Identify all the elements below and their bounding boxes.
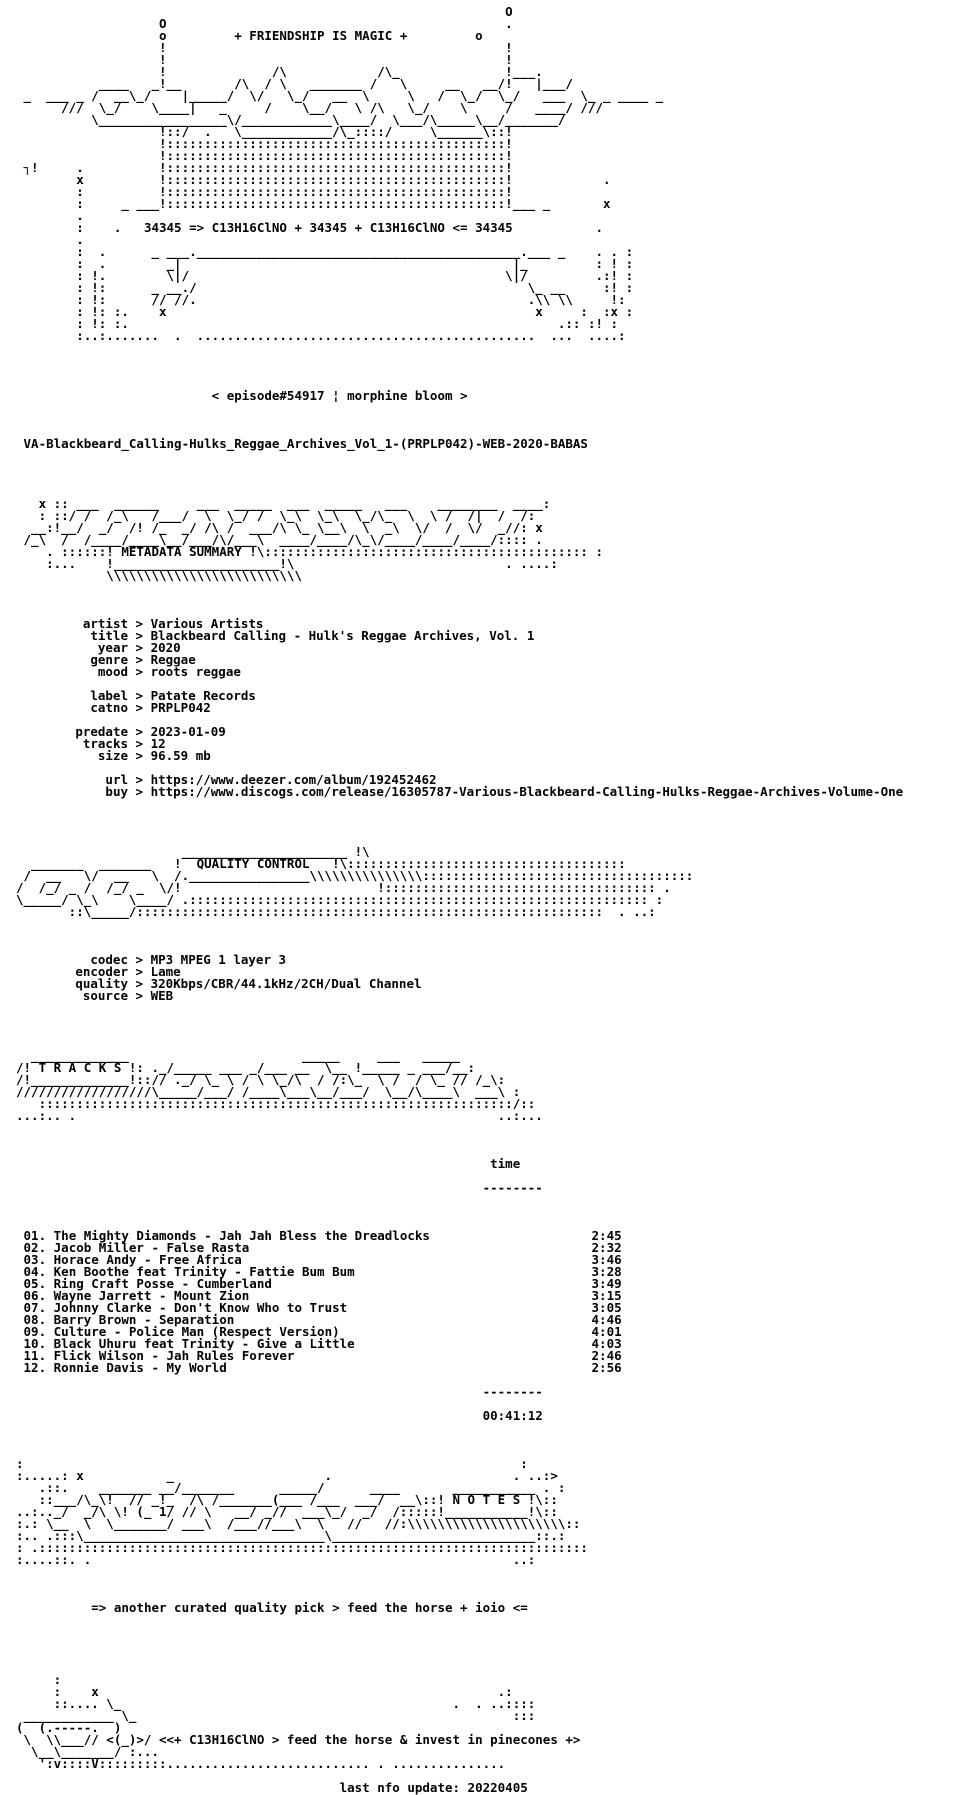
track-list xyxy=(16,1230,903,1374)
footer-text: <<+ C13H16ClNO > feed the horse & invest in pinecones +> xyxy=(159,1732,581,1747)
track-row: 06. Wayne Jarrett - Mount Zion 3:15 xyxy=(23,1288,622,1303)
tracks-title: T R A C K S xyxy=(38,1060,122,1075)
quality-fields xyxy=(16,954,903,1002)
track-row: 11. Flick Wilson - Jah Rules Forever 2:46 xyxy=(23,1348,622,1363)
header-ascii-art: O O . o + FRIENDSHIP IS MAGIC + o ! ! ! ! ! /\ /\_ !___. ____ _!__ /\ / \ _______ / \ __ __/! |___/ _ ___ _ / __\_/ |_____/ \/ \_/ __ \ \ / \_/ \_/ ___ \_ _ ____ _ /// \_/ \____| _ / \__/ \ /\ \_/ \ / ____/ /// \_________________\/____________\____/ \___/\_____\__/_______/ !::/ . \____________/\_::::/ \______\::! !:::::::::::::::::::::::::::::::::::::::::::::! !:::::::::::::::::::::::::::::::::::::::::::::! ┐! . !:::::::::::::::::::::::::::::::::::::::::::::! x !:::::::::::::::::::::::::::::::::::::::::::::! . : !:::::::::::::::::::::::::::::::::::::::::::::! : _ ___!:::::::::::::::::::::::::::::::::::::::::::::!___ _ x . : . 34345 => C13H16ClNO + 34345 + C13H16ClNO <= 34345 . . : . _ ___.___________________________________________.___ _ . . : : . _| |_ : ! : : !. \|/ \|/ .:! : : !: _ __./ \_ __ :! : : !: // //. .\\ \\ !: : !: :. x x : :x : : !: :. .:: :! : :..:....... . ............................................. ... ....: xyxy=(23,4,664,343)
metadata-row-genre: genre > Reggae xyxy=(90,652,196,667)
quality-row-codec: codec > MP3 MPEG 1 layer 3 xyxy=(90,952,287,967)
metadata-row-mood: mood > roots reggae xyxy=(97,664,241,679)
track-row: 02. Jacob Miller - False Rasta 2:32 xyxy=(23,1240,622,1255)
deezer-link[interactable]: https://www.deezer.com/album/192452462 xyxy=(150,772,437,787)
formula-line: 34345 => C13H16ClNO + 34345 + C13H16ClNO <= 34345 xyxy=(143,220,513,235)
notes-banner-art: : : :.....: x _ . . ..:> .::. _______ __/_______ _____/ ____ ___________ . : ::___/\_\! // _!_ /\ /_______(___ /___ ___/ __\::! N O T E S !\:: ..:.._/ _/\ \! (_ 1/ // \ __/ _// ___\_/ _/ /:::::!___________!\:: :.: \__ \ \_______/ ___\ /___//___\ \ // //:\\\\\\\\\\\\\\\\\\\\\:: :.. .:::\________________________________\___________________________::.: : .::::::::::::::::::::::::::::::::::::::::::::::::::::::::::::::::::::::::: :....::. . ..: xyxy=(16,1456,588,1567)
metadata-row-artist: artist > Various Artists xyxy=(82,616,264,631)
notes-text: => another curated quality pick > feed the horse + ioio <= xyxy=(91,1600,528,1615)
track-row: 08. Barry Brown - Separation 4:46 xyxy=(23,1312,622,1327)
quality-row-quality: quality > 320Kbps/CBR/44.1kHz/2CH/Dual Channel xyxy=(75,976,422,991)
release-name: VA-Blackbeard_Calling-Hulks_Reggae_Archives_Vol_1-(PRPLP042)-WEB-2020-BABAS xyxy=(23,436,588,451)
last-update: last nfo update: 20220405 xyxy=(339,1780,528,1795)
nfo-document: O O . o + FRIENDSHIP IS MAGIC + o ! ! ! ! ! /\ /\_ !___. ____ _!__ /\ / \ _______ / \ __ __/! |___/ _ ___ _ / __\_/ |_____/ \/ \_/ __ \ \ / \_/ \_/ ___ \_ _ ____ _ /// \_/ \____| _ / \__/ \ /\ \_/ \ / ____/ /// \_________________\/____________\____/ \___/\_____\__/_______/ !::/ . \____________/\_::::/ \______\::! !:::::::::::::::::::::::::::::::::::::::::::::! !:::::::::::::::::::::::::::::::::::::::::::::! ┐! . !:::::::::::::::::::::::::::::::::::::::::::::! x !:::::::::::::::::::::::::::::::::::::::::::::! . : !:::::::::::::::::::::::::::::::::::::::::::::! : _ ___!:::::::::::::::::::::::::::::::::::::::::::::!___ _ x . : . 34345 => C13H16ClNO + 34345 + C13H16ClNO <= 34345 . . : . _ ___.___________________________________________.___ _ . . : : . _| |_ : ! : : !. \|/ \|/ .:! : : !: _ __./ \_ __ :! : : !: // //. .\\ \\ !: : !: :. x x : :x : : !: :. .:: :! : :..:....... . ............................................. ... ....: < episode#54917 ¦ morphine bloom > VA-Blackbeard_Calling-Hulks_Reggae_Archives_Vol_1-(PRPLP042)-WEB-2020-BABAS x :: ___ ______ ___ _____ ___ _____ ___ ________ ____: : ::/ / /_\ /___/ \ \_/ / \_\ \_\ \_/\_ \ \ / /| / /: __:!__/ _/ /! /_ _/ /\ / ___/\ \_ \__\ \ _\ \/ / \/ _//: x /_\ / /____/____\__/___/\/___\ ____/____/\_\/____/____/____/:::: . . ::::::! METADATA SUMMARY !\::::::::::::::::::::::::::::::::::::::::::: : :... !______________________!\ . ....: \\\\\\\\\\\\\\\\\\\\\\\\\\ artist > Various Artists title > Blackbeard Calling - Hulk's Reggae Archives, Vol. 1 year > 2020 genre > Reggae mood > roots reggae label > Patate Records catno > PRPLP042 predate > 2023-01-09 tracks > 12 size > 96.59 mb url > https://www.deezer.com/album/192452462 buy > https://www.discogs.com/release/16305787-Various-Blackbeard-Calling-Hulks-Reggae-Archives-Volume-One ______________________ !\ _______ _______ ! QUALITY CONTROL !\::::::::::::::::::::::::::::::::::::: / __ \/ __ \ /.________________\\\\\\\\\\\\\\\:::::::::::::::::::::::::::::::::::: / /_/ _ / /_/ _ \/! !:::::::::::::::::::::::::::::::::::: . \_____/ \_\ \____/ .::::::::::::::::::::::::::::::::::::::::::::::::::::::::::::: : ::\_____/:::::::::::::::::::::::::::::::::::::::::::::::::::::::::::::: . ..: codec > MP3 MPEG 1 layer 3 encoder > Lame quality > 320Kbps/CBR/44.1kHz/2CH/Dual Channel source > WEB _____________ _____ ___ _____ /! T R A C K S !: ._/_____ ___ _/___ __ \__ !_____ _ ___/__: /!_____________!::// ._/ \_ \ / \ \_/\ / /:\_ \ / / \_ // /_\: //////////////////\_____/___/ /____\___\__/___/ \__/\____\ ___\ : :::::::::::::::::::::::::::::::::::::::::::::::::::::::::::::::/:: ...:.. . ..:... time -------- 01. The Mighty Diamonds - Jah Jah Bless the Dreadlocks 2:45 02. Jacob Miller - False Rasta 2:32 03. Horace Andy - Free Africa 3:46 04. Ken Boothe feat Trinity - Fattie Bum Bum 3:28 05. Ring Craft Posse - Cumberland 3:49 06. Wayne Jarrett - Mount Zion 3:15 07. Johnny Clarke - Don't Know Who to Trust 3:05 08. Barry Brown - Separation 4:46 09. Culture - Police Man (Respect Version) 4:01 10. Black Uhuru feat Trinity - Give a Little 4:03 11. Flick Wilson - Jah Rules Forever 2:46 12. Ronnie Davis - My World 2:56 -------- 00:41:12 : : :.....: x _ . . ..:> .::. _______ __/_______ _____/ ____ ___________ . : ::___/\_\! // _!_ /\ /_______(___ /___ ___/ __\::! N O T E S !\:: ..:.._/ _/\ \! (_ 1/ // \ __/ _// ___\_/ _/ /:::::!___________!\:: :.: \__ \ \_______/ ___\ /___//___\ \ // //:\\\\\\\\\\\\\\\\\\\\\:: :.. .:::\________________________________\___________________________::.: : .::::::::::::::::::::::::::::::::::::::::::::::::::::::::::::::::::::::::: :....::. . ..: => another curated quality pick > feed the horse + ioio <= : : x .: ::.... \_ . . ..:::: ____________ \_ ::: ( (.-----. ) \ \\___// <(_)>/ <<+ C13H16ClNO > feed the horse & invest in pinecones +> \__\_______/ :... ':v::::V:::::::::........................... . ............... last nfo update: 20220405 xyxy=(16,4,904,1795)
quality-row-encoder: encoder > Lame xyxy=(75,964,181,979)
metadata-row-label: label > Patate Records xyxy=(90,688,256,703)
quality-row-source: source > WEB xyxy=(82,988,174,1003)
track-row: 03. Horace Andy - Free Africa 3:46 xyxy=(23,1252,622,1267)
quality-title: QUALITY CONTROL xyxy=(196,856,310,871)
episode-line: < episode#54917 ¦ morphine bloom > xyxy=(211,388,468,403)
metadata-row-catno: catno > PRPLP042 xyxy=(90,700,211,715)
track-row: 10. Black Uhuru feat Trinity - Give a Little 4:03 xyxy=(23,1336,622,1351)
metadata-title: METADATA SUMMARY xyxy=(121,544,242,559)
track-row: 09. Culture - Police Man (Respect Version) 4:01 xyxy=(23,1324,622,1339)
metadata-row-year: year > 2020 xyxy=(97,640,181,655)
metadata-row-buy: buy > https://www.discogs.com/release/16305787-Various-Blackbeard-Calling-Hulks-Reggae-Archives-Volume-One xyxy=(105,784,904,799)
metadata-row-title: title > Blackbeard Calling - Hulk's Reggae Archives, Vol. 1 xyxy=(90,628,535,643)
metadata-row-tracks: tracks > 12 xyxy=(82,736,166,751)
metadata-fields xyxy=(16,618,903,798)
time-header: time xyxy=(490,1156,521,1171)
total-time: 00:41:12 xyxy=(482,1408,543,1423)
metadata-row-size: size > 96.59 mb xyxy=(97,748,211,763)
metadata-row-predate: predate > 2023-01-09 xyxy=(75,724,226,739)
track-row: 04. Ken Boothe feat Trinity - Fattie Bum Bum 3:28 xyxy=(23,1264,622,1279)
track-row: 12. Ronnie Davis - My World 2:56 xyxy=(23,1360,622,1375)
track-row: 01. The Mighty Diamonds - Jah Jah Bless the Dreadlocks 2:45 xyxy=(23,1228,622,1243)
discogs-link[interactable]: https://www.discogs.com/release/16305787-Various-Blackbeard-Calling-Hulks-Reggae-Archives-Volume-One xyxy=(150,784,904,799)
quality-banner-art: ______________________ !\ _______ _______ ! QUALITY CONTROL !\::::::::::::::::::::::::::::::::::::: / __ \/ __ \ /.________________\\\\\\\\\\\\\\\:::::::::::::::::::::::::::::::::::: / /_/ _ / /_/ _ \/! !:::::::::::::::::::::::::::::::::::: . \_____/ \_\ \____/ .::::::::::::::::::::::::::::::::::::::::::::::::::::::::::::: : ::\_____/:::::::::::::::::::::::::::::::::::::::::::::::::::::::::::::: . ..: xyxy=(16,844,694,919)
tagline: + FRIENDSHIP IS MAGIC + xyxy=(234,28,408,43)
footer-art: : : x .: ::.... \_ . . ..:::: ____________ \_ ::: ( (.-----. ) \ \\___// <(_)>/ <<+ C13H16ClNO > feed the horse & invest in pinecones +> \__\_______/ :... ':v::::V:::::::::........................... . ............... xyxy=(16,1672,581,1771)
track-row: 07. Johnny Clarke - Don't Know Who to Trust 3:05 xyxy=(23,1300,622,1315)
tracks-banner-art: _____________ _____ ___ _____ /! T R A C K S !: ._/_____ ___ _/___ __ \__ !_____ _ ___/__: /!_____________!::// ._/ \_ \ / \ \_/\ / /:\_ \ / / \_ // /_\: //////////////////\_____/___/ /____\___\__/___/ \__/\____\ ___\ : :::::::::::::::::::::::::::::::::::::::::::::::::::::::::::::::/:: ...:.. . ..:... xyxy=(16,1048,543,1123)
track-row: 05. Ring Craft Posse - Cumberland 3:49 xyxy=(23,1276,622,1291)
metadata-banner-art: x :: ___ ______ ___ _____ ___ _____ ___ ________ ____: : ::/ / /_\ /___/ \ \_/ / \_\ \_\ \_/\_ \ \ / /| / /: __:!__/ _/ /! /_ _/ /\ / ___/\ \_ \__\ \ _\ \/ / \/ _//: x /_\ / /____/____\__/___/\/___\ ____/____/\_\/____/____/____/:::: . . ::::::! METADATA SUMMARY !\::::::::::::::::::::::::::::::::::::::::::: : :... !______________________!\ . ....: \\\\\\\\\\\\\\\\\\\\\\\\\\ xyxy=(23,496,604,583)
notes-title: N O T E S xyxy=(452,1492,521,1507)
metadata-row-url: url > https://www.deezer.com/album/192452462 xyxy=(105,772,437,787)
